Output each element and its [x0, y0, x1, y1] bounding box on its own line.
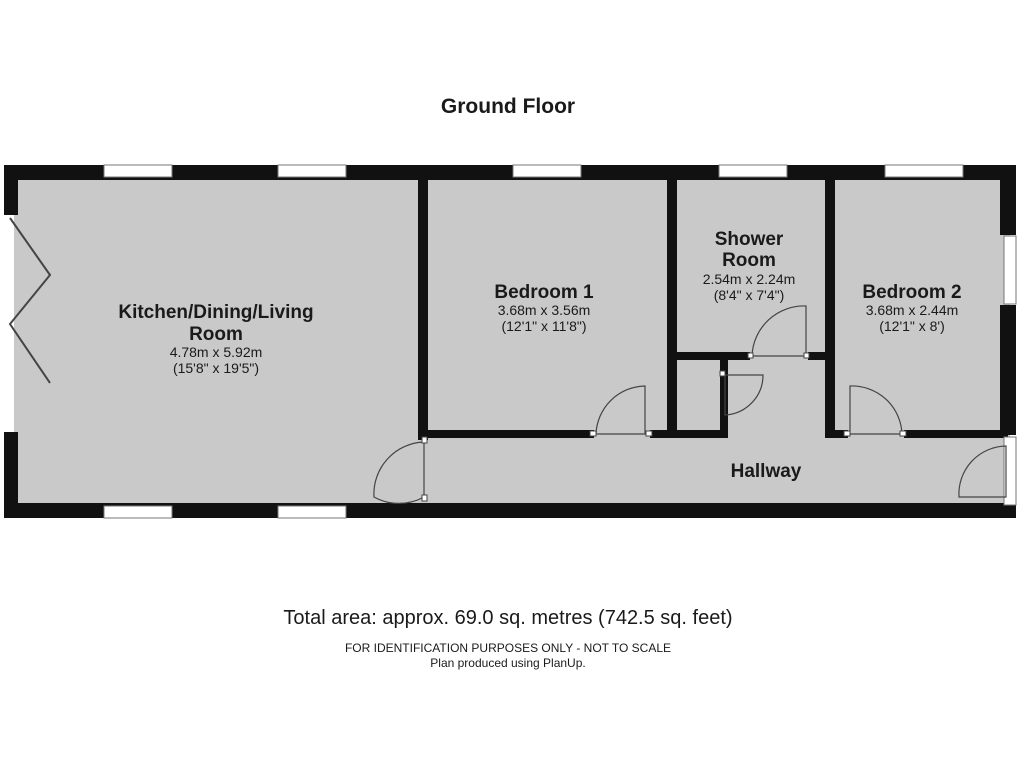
room-label-shower: Shower	[714, 229, 784, 250]
room-dim-bedroom2-metric: 3.68m x 2.44m	[865, 302, 959, 318]
window	[104, 165, 172, 177]
plan-credit: Plan produced using PlanUp.	[430, 656, 586, 670]
window	[1004, 236, 1016, 304]
room-label-bedroom1: Bedroom 1	[494, 282, 594, 303]
room-dim-kitchen-imperial: (15'8" x 19'5")	[172, 360, 260, 376]
window	[719, 165, 787, 177]
room-dim-bedroom2-imperial: (12'1" x 8')	[879, 318, 945, 334]
room-label-shower-line2: Room	[722, 250, 776, 271]
room-label-bedroom2: Bedroom 2	[862, 282, 962, 303]
room-dim-kitchen-metric: 4.78m x 5.92m	[169, 344, 263, 360]
total-area: Total area: approx. 69.0 sq. metres (742.5 sq. feet)	[283, 607, 733, 629]
room-dim-bedroom1-metric: 3.68m x 3.56m	[497, 302, 591, 318]
room-label-hallway: Hallway	[730, 461, 802, 482]
room-label-kitchen: Kitchen/Dining/Living	[118, 302, 314, 323]
disclaimer: FOR IDENTIFICATION PURPOSES ONLY - NOT TO SCALE	[344, 641, 672, 655]
floor-title: Ground Floor	[440, 95, 576, 118]
room-dim-bedroom1-imperial: (12'1" x 11'8")	[501, 318, 587, 334]
window	[513, 165, 581, 177]
room-dim-shower-metric: 2.54m x 2.24m	[702, 271, 796, 287]
window	[278, 165, 346, 177]
room-label-kitchen-line2: Room	[189, 324, 243, 345]
window	[278, 506, 346, 518]
window	[104, 506, 172, 518]
window	[885, 165, 963, 177]
room-dim-shower-imperial: (8'4" x 7'4")	[713, 287, 785, 303]
floor-area	[10, 172, 1010, 512]
